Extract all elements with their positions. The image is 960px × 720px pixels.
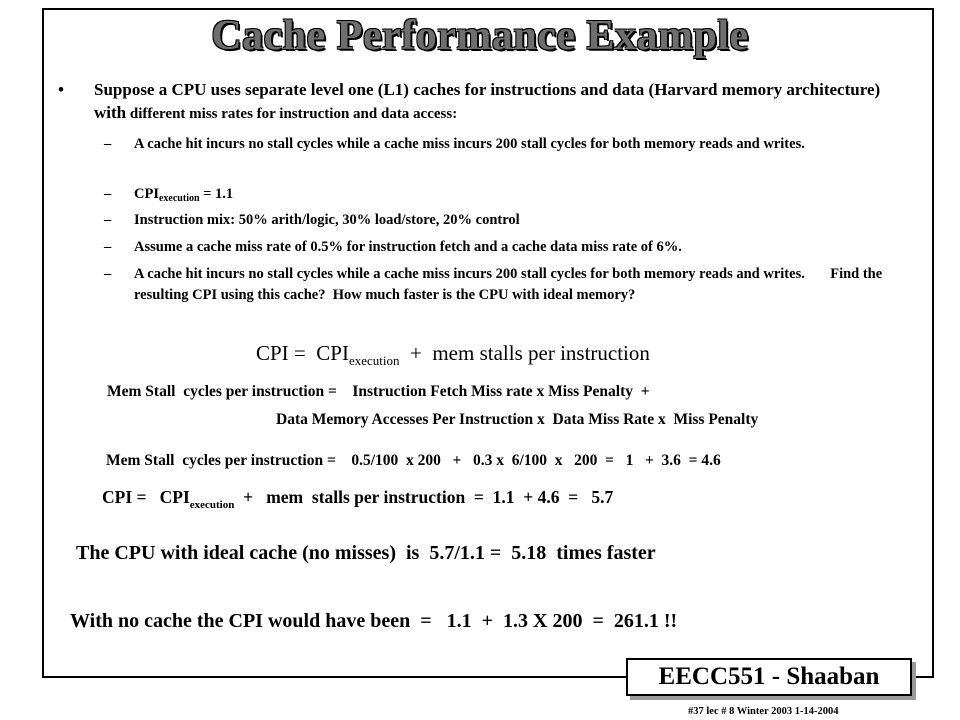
cpi-value: = 1.1 [199,186,234,202]
sub-bullet-text: Instruction mix: 50% arith/logic, 30% load/store, 20% control [134,212,520,228]
cpi-result-right: + mem stalls per instruction = 1.1 + 4.6 = 5.7 [234,487,614,507]
slide-title: Cache Performance Example [211,13,749,59]
sub-bullet-text: A cache hit incurs no stall cycles while a cache miss incurs 200 stall cycles for both memory reads and writes. [134,136,805,152]
sub-bullet-2 [104,184,914,205]
sub-bullet-5 [104,264,914,306]
speedup-statement: The CPU with ideal cache (no misses) is 5.7/1.1 = 5.18 times faster [76,542,656,564]
slide-footer: #37 lec # 8 Winter 2003 1-14-2004 [688,706,839,717]
sub-bullet-1 [104,134,914,155]
no-cache-statement: With no cache the CPI would have been = 1.1 + 1.3 X 200 = 261.1 !! [70,610,678,632]
dash-marker: – [104,186,112,202]
main-bullet-text [94,78,908,126]
cpi-result-left: CPI = CPI [102,487,190,507]
cpi-result-subscript: execution [189,499,235,511]
dash-marker: – [104,212,112,228]
dash-marker: – [104,136,112,152]
course-badge: EECC551 - Shaaban [626,658,912,696]
sub-bullet-text: A cache hit incurs no stall cycles while a cache miss incurs 200 stall cycles for both memory reads and writes. Find the resulting CPI using this cache? How much faster is the CPU with ideal memory? [134,266,886,303]
mem-stall-calculation: Mem Stall cycles per instruction = 0.5/100 x 200 + 0.3 x 6/100 x 200 = 1 + 3.6 = 4.6 [106,452,721,469]
sub-bullet-text: Assume a cache miss rate of 0.5% for instruction fetch and a cache data miss rate of 6%. [134,239,682,255]
sub-bullet-3 [104,210,914,231]
sub-bullet-text [134,184,914,205]
cpi-eq-subscript: execution [348,353,400,368]
cpi-equation [256,341,650,366]
cpi-eq-left: CPI = CPI [256,341,349,365]
dash-marker: – [104,266,112,282]
main-bullet-small: different miss rates for instruction and data access: [126,106,458,122]
dash-marker: – [104,239,112,255]
mem-stall-formula-line1: Mem Stall cycles per instruction = Instruction Fetch Miss rate x Miss Penalty + [107,383,650,400]
sub-bullet-4 [104,237,914,258]
main-bullet-bold: Suppose a CPU uses separate level one (L1) caches for instructions and data (Harvard memory architecture) with [94,80,881,122]
main-bullet [58,78,908,126]
cpi-subscript: execution [158,193,200,204]
cpi-label: CPI [134,186,159,202]
cpi-eq-right: + mem stalls per instruction [399,341,650,365]
cpi-result [102,487,614,511]
bullet-marker: • [58,80,64,99]
mem-stall-formula-line2: Data Memory Accesses Per Instruction x Data Miss Rate x Miss Penalty [276,411,759,428]
